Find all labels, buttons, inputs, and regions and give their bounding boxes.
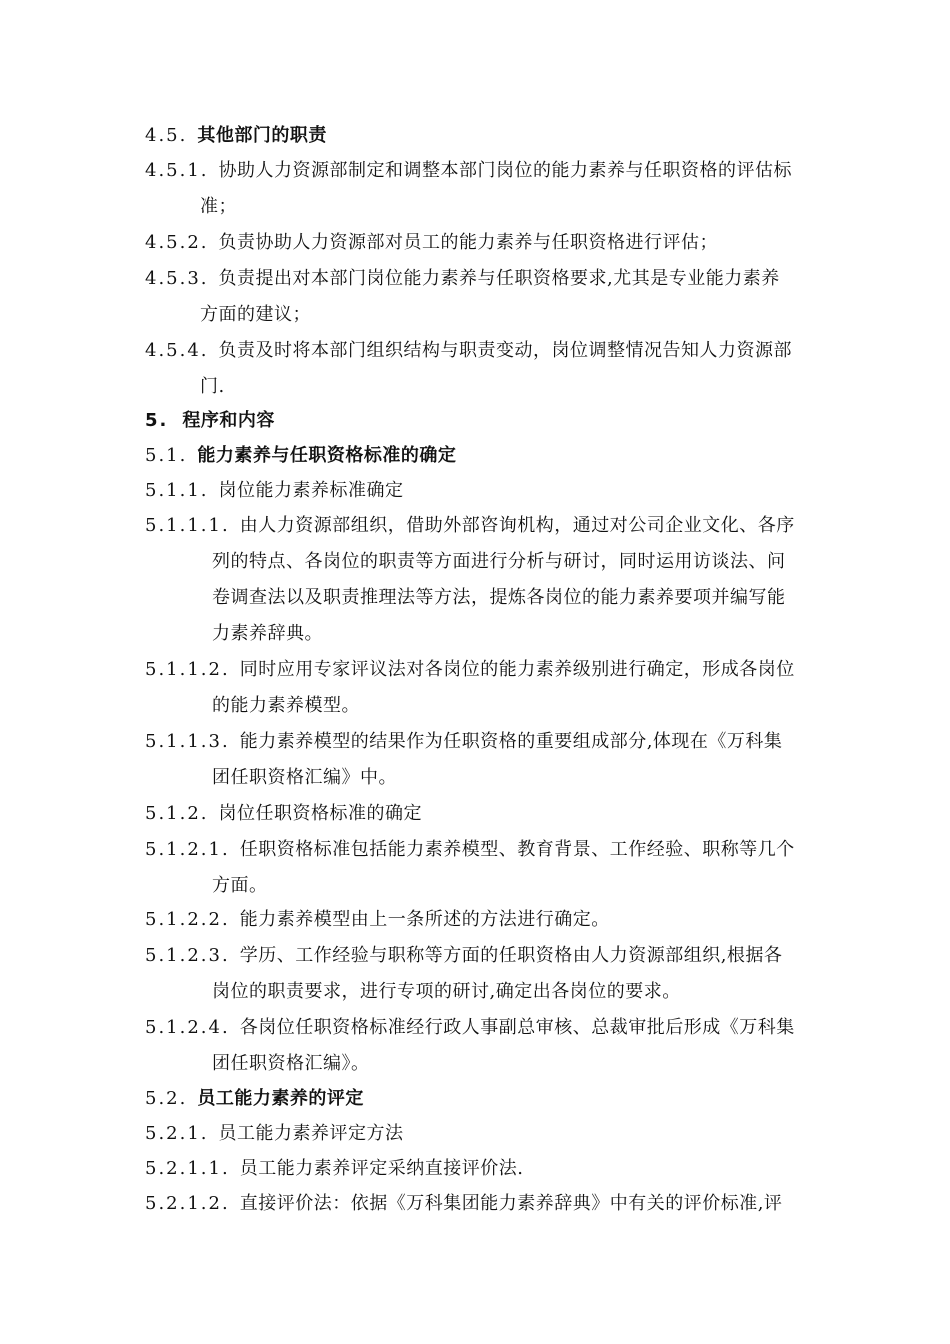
clause-text: 的能力素养模型。	[212, 695, 360, 716]
clause-text: 团任职资格汇编》。	[212, 1053, 370, 1074]
clause-4-5-4	[145, 339, 850, 363]
clause-text: 门.	[200, 376, 225, 397]
clause-continuation	[212, 766, 850, 790]
clause-continuation	[212, 1052, 850, 1076]
clause-number: 5.1.1.1.	[145, 515, 230, 536]
clause-text: 方面的建议；	[200, 304, 311, 325]
clause-text: 卷调查法以及职责推理法等方法，提炼各岗位的能力素养要项并编写能	[212, 587, 786, 608]
clause-number: 5.2.1.	[145, 1123, 209, 1144]
clause-number: 5.1.2.3.	[145, 945, 230, 966]
clause-text: 方面。	[212, 875, 268, 896]
clause-text: 能力素养模型由上一条所述的方法进行确定。	[239, 909, 610, 930]
clause-5-1-2-2	[145, 908, 850, 932]
clause-text: 协助人力资源部制定和调整本部门岗位的能力素养与任职资格的评估标	[218, 160, 793, 181]
clause-number: 5.1.2.1.	[145, 839, 230, 860]
clause-continuation	[212, 586, 850, 610]
clause-text: 同时应用专家评议法对各岗位的能力素养级别进行确定，形成各岗位	[239, 659, 795, 680]
clause-text: 学历、工作经验与职称等方面的任职资格由人力资源部组织,根据各	[239, 945, 783, 966]
clause-continuation	[200, 195, 850, 219]
clause-number: 5.2.1.2.	[145, 1193, 230, 1214]
clause-text: 列的特点、各岗位的职责等方面进行分析与研讨，同时运用访谈法、问	[212, 551, 786, 572]
clause-heading: 能力素养与任职资格标准的确定	[197, 445, 457, 466]
clause-number: 4.5.4.	[145, 340, 209, 361]
clause-number: 4.5.3.	[145, 268, 209, 289]
clause-number: 5.1.1.3.	[145, 731, 230, 752]
section-heading-5	[145, 409, 850, 433]
clause-continuation	[212, 694, 850, 718]
section-heading-5-1	[145, 444, 850, 468]
clause-4-5-2	[145, 231, 850, 255]
clause-text: 能力素养模型的结果作为任职资格的重要组成部分,体现在《万科集	[239, 731, 783, 752]
clause-5-1-2	[145, 802, 850, 826]
clause-text: 力素养辞典。	[212, 623, 323, 644]
clause-number: 5.1.2.	[145, 803, 209, 824]
clause-continuation	[212, 550, 850, 574]
clause-text: 岗位任职资格标准的确定	[218, 803, 423, 824]
clause-text: 负责及时将本部门组织结构与职责变动，岗位调整情况告知人力资源部	[218, 340, 793, 361]
section-heading-4-5	[145, 124, 850, 148]
clause-5-2-1	[145, 1122, 850, 1146]
clause-text: 团任职资格汇编》中。	[212, 767, 397, 788]
clause-text: 负责协助人力资源部对员工的能力素养与任职资格进行评估；	[218, 232, 719, 253]
clause-number: 4.5.	[145, 125, 188, 146]
clause-text: 员工能力素养评定采纳直接评价法.	[239, 1158, 524, 1179]
clause-5-1-2-4	[145, 1016, 850, 1040]
clause-text: 准；	[200, 196, 237, 217]
clause-continuation	[200, 303, 850, 327]
clause-5-1-2-1	[145, 838, 850, 862]
clause-number: 5.	[145, 410, 169, 431]
clause-continuation	[212, 980, 850, 1004]
clause-number: 5.1.2.4.	[145, 1017, 230, 1038]
clause-text: 由人力资源部组织，借助外部咨询机构，通过对公司企业文化、各序	[239, 515, 795, 536]
clause-heading: 员工能力素养的评定	[197, 1088, 364, 1109]
clause-5-1-1-1	[145, 514, 850, 538]
clause-number: 5.2.	[145, 1088, 188, 1109]
section-heading-5-2	[145, 1087, 850, 1111]
clause-number: 5.1.1.	[145, 480, 209, 501]
clause-number: 4.5.1.	[145, 160, 209, 181]
clause-number: 4.5.2.	[145, 232, 209, 253]
clause-5-2-1-1	[145, 1157, 850, 1181]
clause-text: 各岗位任职资格标准经行政人事副总审核、总裁审批后形成《万科集	[239, 1017, 795, 1038]
clause-4-5-3	[145, 267, 850, 291]
clause-number: 5.1.1.2.	[145, 659, 230, 680]
clause-5-1-1	[145, 479, 850, 503]
clause-text: 员工能力素养评定方法	[218, 1123, 404, 1144]
clause-heading: 其他部门的职责	[197, 125, 327, 146]
clause-text: 岗位的职责要求，进行专项的研讨,确定出各岗位的要求。	[212, 981, 681, 1002]
clause-number: 5.2.1.1.	[145, 1158, 230, 1179]
clause-continuation	[200, 375, 850, 399]
clause-number: 5.1.2.2.	[145, 909, 230, 930]
clause-4-5-1	[145, 159, 850, 183]
clause-5-2-1-2	[145, 1192, 850, 1216]
clause-5-1-1-2	[145, 658, 850, 682]
clause-heading: 程序和内容	[182, 410, 275, 431]
clause-5-1-2-3	[145, 944, 850, 968]
clause-text: 直接评价法：依据《万科集团能力素养辞典》中有关的评价标准,评	[239, 1193, 783, 1214]
clause-number: 5.1.	[145, 445, 188, 466]
clause-text: 岗位能力素养标准确定	[218, 480, 404, 501]
clause-5-1-1-3	[145, 730, 850, 754]
clause-text: 任职资格标准包括能力素养模型、教育背景、工作经验、职称等几个	[239, 839, 795, 860]
clause-text: 负责提出对本部门岗位能力素养与任职资格要求,尤其是专业能力素养	[218, 268, 780, 289]
clause-continuation	[212, 874, 850, 898]
clause-continuation	[212, 622, 850, 646]
